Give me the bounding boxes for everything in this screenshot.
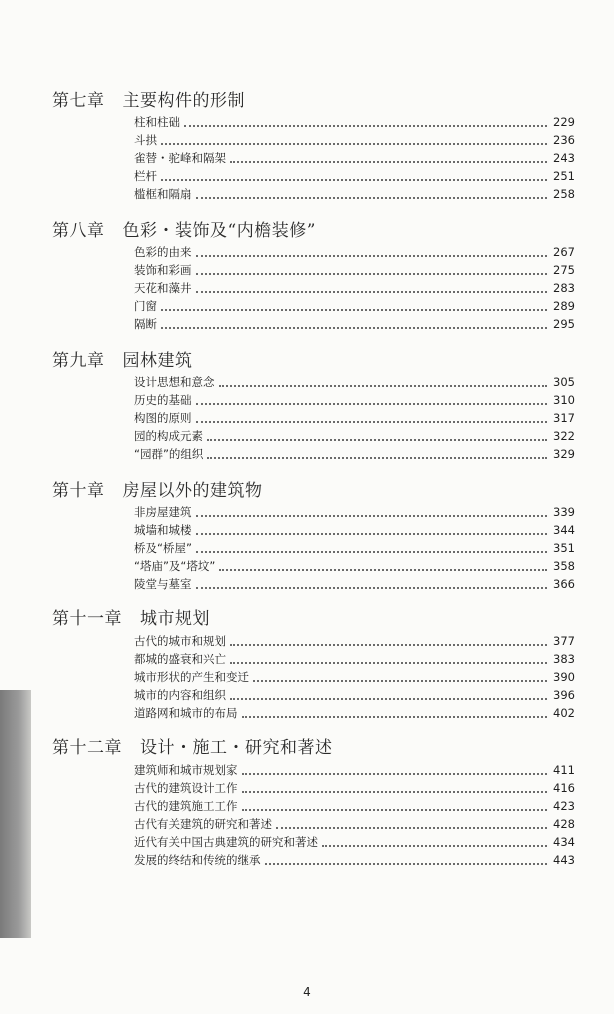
entry-page-number: 295	[553, 317, 575, 331]
dot-leader	[207, 457, 547, 459]
entry-title: 城市形状的产生和变迁	[134, 670, 249, 684]
entry-title: 都城的盛衰和兴亡	[134, 652, 226, 666]
entry-page-number: 423	[553, 799, 575, 813]
toc-entry[interactable]	[134, 503, 575, 521]
entry-page-number: 267	[553, 245, 575, 259]
entry-title: 桥及“桥屋”	[134, 541, 192, 555]
entry-title: 陵堂与墓室	[134, 577, 192, 591]
entry-title: 柱和柱础	[134, 115, 180, 129]
dot-leader	[242, 809, 548, 811]
toc-entry[interactable]	[134, 575, 575, 593]
entry-title: 园的构成元素	[134, 429, 203, 443]
entry-page-number: 275	[553, 263, 575, 277]
dot-leader	[196, 587, 548, 589]
entry-title: 装饰和彩画	[134, 263, 192, 277]
entry-page-number: 351	[553, 541, 575, 555]
entry-title: “塔庙”及“塔坟”	[134, 559, 216, 573]
entry-page-number: 390	[553, 670, 575, 684]
entry-page-number: 322	[553, 429, 575, 443]
entry-page-number: 434	[553, 835, 575, 849]
entry-title: 雀替・驼峰和隔架	[134, 151, 226, 165]
dot-leader	[196, 197, 548, 199]
dot-leader	[161, 327, 547, 329]
entry-page-number: 366	[553, 577, 575, 591]
entry-title: 设计思想和意念	[134, 375, 215, 389]
entry-title: 栏杆	[134, 169, 157, 183]
entry-title: 门窗	[134, 299, 157, 313]
chapter-heading[interactable]	[52, 476, 263, 501]
dot-leader	[230, 161, 547, 163]
chapter-title: 园林建筑	[122, 351, 193, 371]
entry-title: 建筑师和城市规划家	[134, 763, 238, 777]
entry-title: 天花和藻井	[134, 281, 192, 295]
dot-leader	[242, 716, 548, 718]
toc-entry[interactable]	[134, 761, 575, 779]
dot-leader	[242, 791, 548, 793]
entry-title: 槛框和隔扇	[134, 187, 192, 201]
dot-leader	[253, 680, 547, 682]
entry-title: 斗拱	[134, 133, 157, 147]
toc-entry[interactable]	[134, 261, 575, 279]
entry-page-number: 383	[553, 652, 575, 666]
entry-title: 古代的建筑施工工作	[134, 799, 238, 813]
dot-leader	[196, 403, 548, 405]
dot-leader	[207, 439, 547, 441]
entry-page-number: 396	[553, 688, 575, 702]
toc-entry[interactable]	[134, 815, 575, 833]
entry-page-number: 317	[553, 411, 575, 425]
entry-page-number: 305	[553, 375, 575, 389]
dot-leader	[276, 827, 547, 829]
entry-page-number: 344	[553, 523, 575, 537]
chapter-number: 第十一章	[52, 609, 122, 629]
dot-leader	[196, 533, 548, 535]
dot-leader	[196, 255, 548, 257]
entry-title: 发展的终结和传统的继承	[134, 853, 261, 867]
toc-entry[interactable]	[134, 704, 575, 722]
chapter-number: 第十章	[52, 481, 105, 501]
toc-entry[interactable]	[134, 131, 575, 149]
entry-title: 隔断	[134, 317, 157, 331]
entry-page-number: 411	[553, 763, 575, 777]
dot-leader	[196, 515, 548, 517]
page-edge-shadow	[0, 690, 31, 938]
toc-entry[interactable]	[134, 113, 575, 131]
dot-leader	[219, 569, 547, 571]
entry-title: 古代有关建筑的研究和著述	[134, 817, 272, 831]
dot-leader	[161, 143, 547, 145]
toc-entry[interactable]	[134, 373, 575, 391]
entry-page-number: 377	[553, 634, 575, 648]
entry-page-number: 443	[553, 853, 575, 867]
entry-page-number: 283	[553, 281, 575, 295]
entry-title: 近代有关中国古典建筑的研究和著述	[134, 835, 318, 849]
chapter-heading[interactable]	[52, 346, 193, 371]
toc-entry[interactable]	[134, 409, 575, 427]
toc-entry[interactable]	[134, 833, 575, 851]
dot-leader	[161, 309, 547, 311]
dot-leader	[230, 662, 547, 664]
toc-entry[interactable]	[134, 315, 575, 333]
entry-page-number: 428	[553, 817, 575, 831]
toc-entry[interactable]	[134, 668, 575, 686]
entry-page-number: 251	[553, 169, 575, 183]
entry-page-number: 236	[553, 133, 575, 147]
entry-page-number: 289	[553, 299, 575, 313]
toc-entry[interactable]	[134, 427, 575, 445]
entry-page-number: 329	[553, 447, 575, 461]
chapter-title: 主要构件的形制	[122, 91, 245, 111]
entry-title: 道路网和城市的布局	[134, 706, 238, 720]
entry-title: 城市的内容和组织	[134, 688, 226, 702]
toc-entry[interactable]	[134, 149, 575, 167]
entry-title: 色彩的由来	[134, 245, 192, 259]
chapter-title: 城市规划	[140, 609, 210, 629]
dot-leader	[230, 698, 547, 700]
dot-leader	[184, 125, 547, 127]
toc-entry[interactable]	[134, 632, 575, 650]
dot-leader	[161, 179, 547, 181]
toc-entry[interactable]	[134, 797, 575, 815]
chapter-number: 第九章	[52, 351, 105, 371]
toc-entry[interactable]	[134, 779, 575, 797]
dot-leader	[322, 845, 547, 847]
entry-title: “园群”的组织	[134, 447, 204, 461]
dot-leader	[265, 863, 548, 865]
dot-leader	[219, 385, 548, 387]
toc-entry[interactable]	[134, 557, 575, 575]
entry-page-number: 258	[553, 187, 575, 201]
chapter-heading[interactable]	[52, 86, 245, 111]
entry-title: 城墙和城楼	[134, 523, 192, 537]
chapter-heading[interactable]	[52, 733, 333, 758]
toc-entry[interactable]	[134, 445, 575, 463]
toc-entry[interactable]	[134, 297, 575, 315]
toc-entry[interactable]	[134, 279, 575, 297]
entry-page-number: 358	[553, 559, 575, 573]
dot-leader	[196, 421, 548, 423]
chapter-heading[interactable]	[52, 216, 316, 241]
entry-title: 历史的基础	[134, 393, 192, 407]
toc-entry[interactable]	[134, 185, 575, 203]
entry-page-number: 416	[553, 781, 575, 795]
entry-title: 构图的原则	[134, 411, 192, 425]
dot-leader	[196, 273, 548, 275]
entry-page-number: 339	[553, 505, 575, 519]
chapter-number: 第七章	[52, 91, 105, 111]
toc-entry[interactable]	[134, 521, 575, 539]
chapter-title: 色彩・装饰及“内檐装修”	[122, 221, 316, 241]
entry-title: 古代的建筑设计工作	[134, 781, 238, 795]
chapter-number: 第八章	[52, 221, 105, 241]
entry-page-number: 229	[553, 115, 575, 129]
entry-page-number: 310	[553, 393, 575, 407]
entry-page-number: 402	[553, 706, 575, 720]
entry-page-number: 243	[553, 151, 575, 165]
page-number: 4	[303, 985, 311, 999]
toc-entry[interactable]	[134, 686, 575, 704]
chapter-title: 房屋以外的建筑物	[122, 481, 263, 501]
chapter-heading[interactable]	[52, 604, 210, 629]
toc-entry[interactable]	[134, 650, 575, 668]
toc-entry[interactable]	[134, 391, 575, 409]
toc-entry[interactable]	[134, 167, 575, 185]
dot-leader	[230, 644, 547, 646]
chapter-number: 第十二章	[52, 738, 122, 758]
chapter-title: 设计・施工・研究和著述	[140, 738, 333, 758]
toc-entry[interactable]	[134, 851, 575, 869]
entry-title: 古代的城市和规划	[134, 634, 226, 648]
dot-leader	[196, 551, 547, 553]
toc-entry[interactable]	[134, 243, 575, 261]
entry-title: 非房屋建筑	[134, 505, 192, 519]
toc-entry[interactable]	[134, 539, 575, 557]
dot-leader	[196, 291, 548, 293]
dot-leader	[242, 773, 548, 775]
